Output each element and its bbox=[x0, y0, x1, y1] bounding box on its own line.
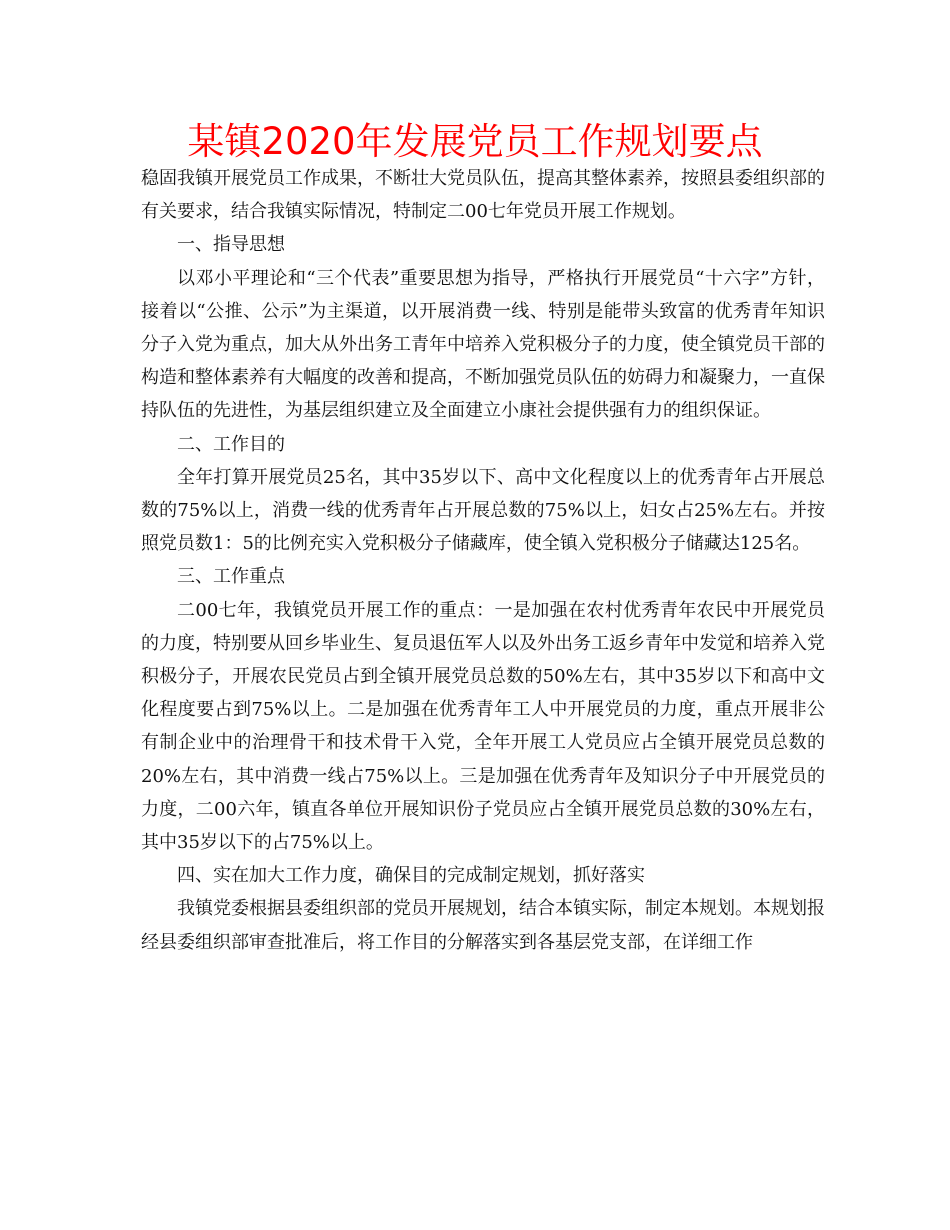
section-body-work-goals: 全年打算开展党员25名，其中35岁以下、高中文化程度以上的优秀青年占开展总数的75%以上，消费一线的优秀青年占开展总数的75%以上，妇女占25%左右。并按照党员数1：5的比例充实入党积极分子储藏库，使全镇入党积极分子储藏达125名。 bbox=[141, 466, 825, 555]
document-body bbox=[141, 162, 825, 959]
intro-paragraph: 稳固我镇开展党员工作成果，不断壮大党员队伍，提高其整体素养，按照县委组织部的有关要求，结合我镇实际情况，特制定二00七年党员开展工作规划。 bbox=[141, 168, 825, 223]
document-title: 某镇2020年发展党员工作规划要点 bbox=[187, 120, 763, 163]
section-heading-implementation: 四、实在加大工作力度，确保目的完成制定规划，抓好落实 bbox=[177, 865, 645, 887]
section-heading-work-focus: 三、工作重点 bbox=[177, 566, 285, 588]
section-body-implementation: 我镇党委根据县委组织部的党员开展规划，结合本镇实际，制定本规划。本规划报经县委组织部审查批准后，将工作目的分解落实到各基层党支部，在详细工作 bbox=[141, 898, 825, 953]
section-heading-work-goals: 二、工作目的 bbox=[177, 433, 285, 455]
section-heading-guiding-ideology: 一、指导思想 bbox=[177, 234, 285, 256]
section-body-guiding-ideology: 以邓小平理论和“三个代表”重要思想为指导，严格执行开展党员“十六字”方针，接着以“公推、公示”为主渠道，以开展消费一线、特别是能带头致富的优秀青年知识分子入党为重点，加大从外出务工青年中培养入党积极分子的力度，使全镇党员干部的构造和整体素养有大幅度的改善和提高，不断加强党员队伍的妨碍力和凝聚力，一直保持队伍的先进性，为基层组织建立及全面建立小康社会提供强有力的组织保证。 bbox=[141, 267, 825, 422]
section-body-work-focus: 二00七年，我镇党员开展工作的重点：一是加强在农村优秀青年农民中开展党员的力度，特别要从回乡毕业生、复员退伍军人以及外出务工返乡青年中发觉和培养入党积极分子，开展农民党员占到全镇开展党员总数的50%左右，其中35岁以下和高中文化程度要占到75%以上。二是加强在优秀青年工人中开展党员的力度，重点开展非公有制企业中的治理骨干和技术骨干入党，全年开展工人党员应占全镇开展党员总数的20%左右，其中消费一线占75%以上。三是加强在优秀青年及知识分子中开展党员的力度，二00六年，镇直各单位开展知识份子党员应占全镇开展党员总数的30%左右，其中35岁以下的占75%以上。 bbox=[141, 599, 825, 854]
